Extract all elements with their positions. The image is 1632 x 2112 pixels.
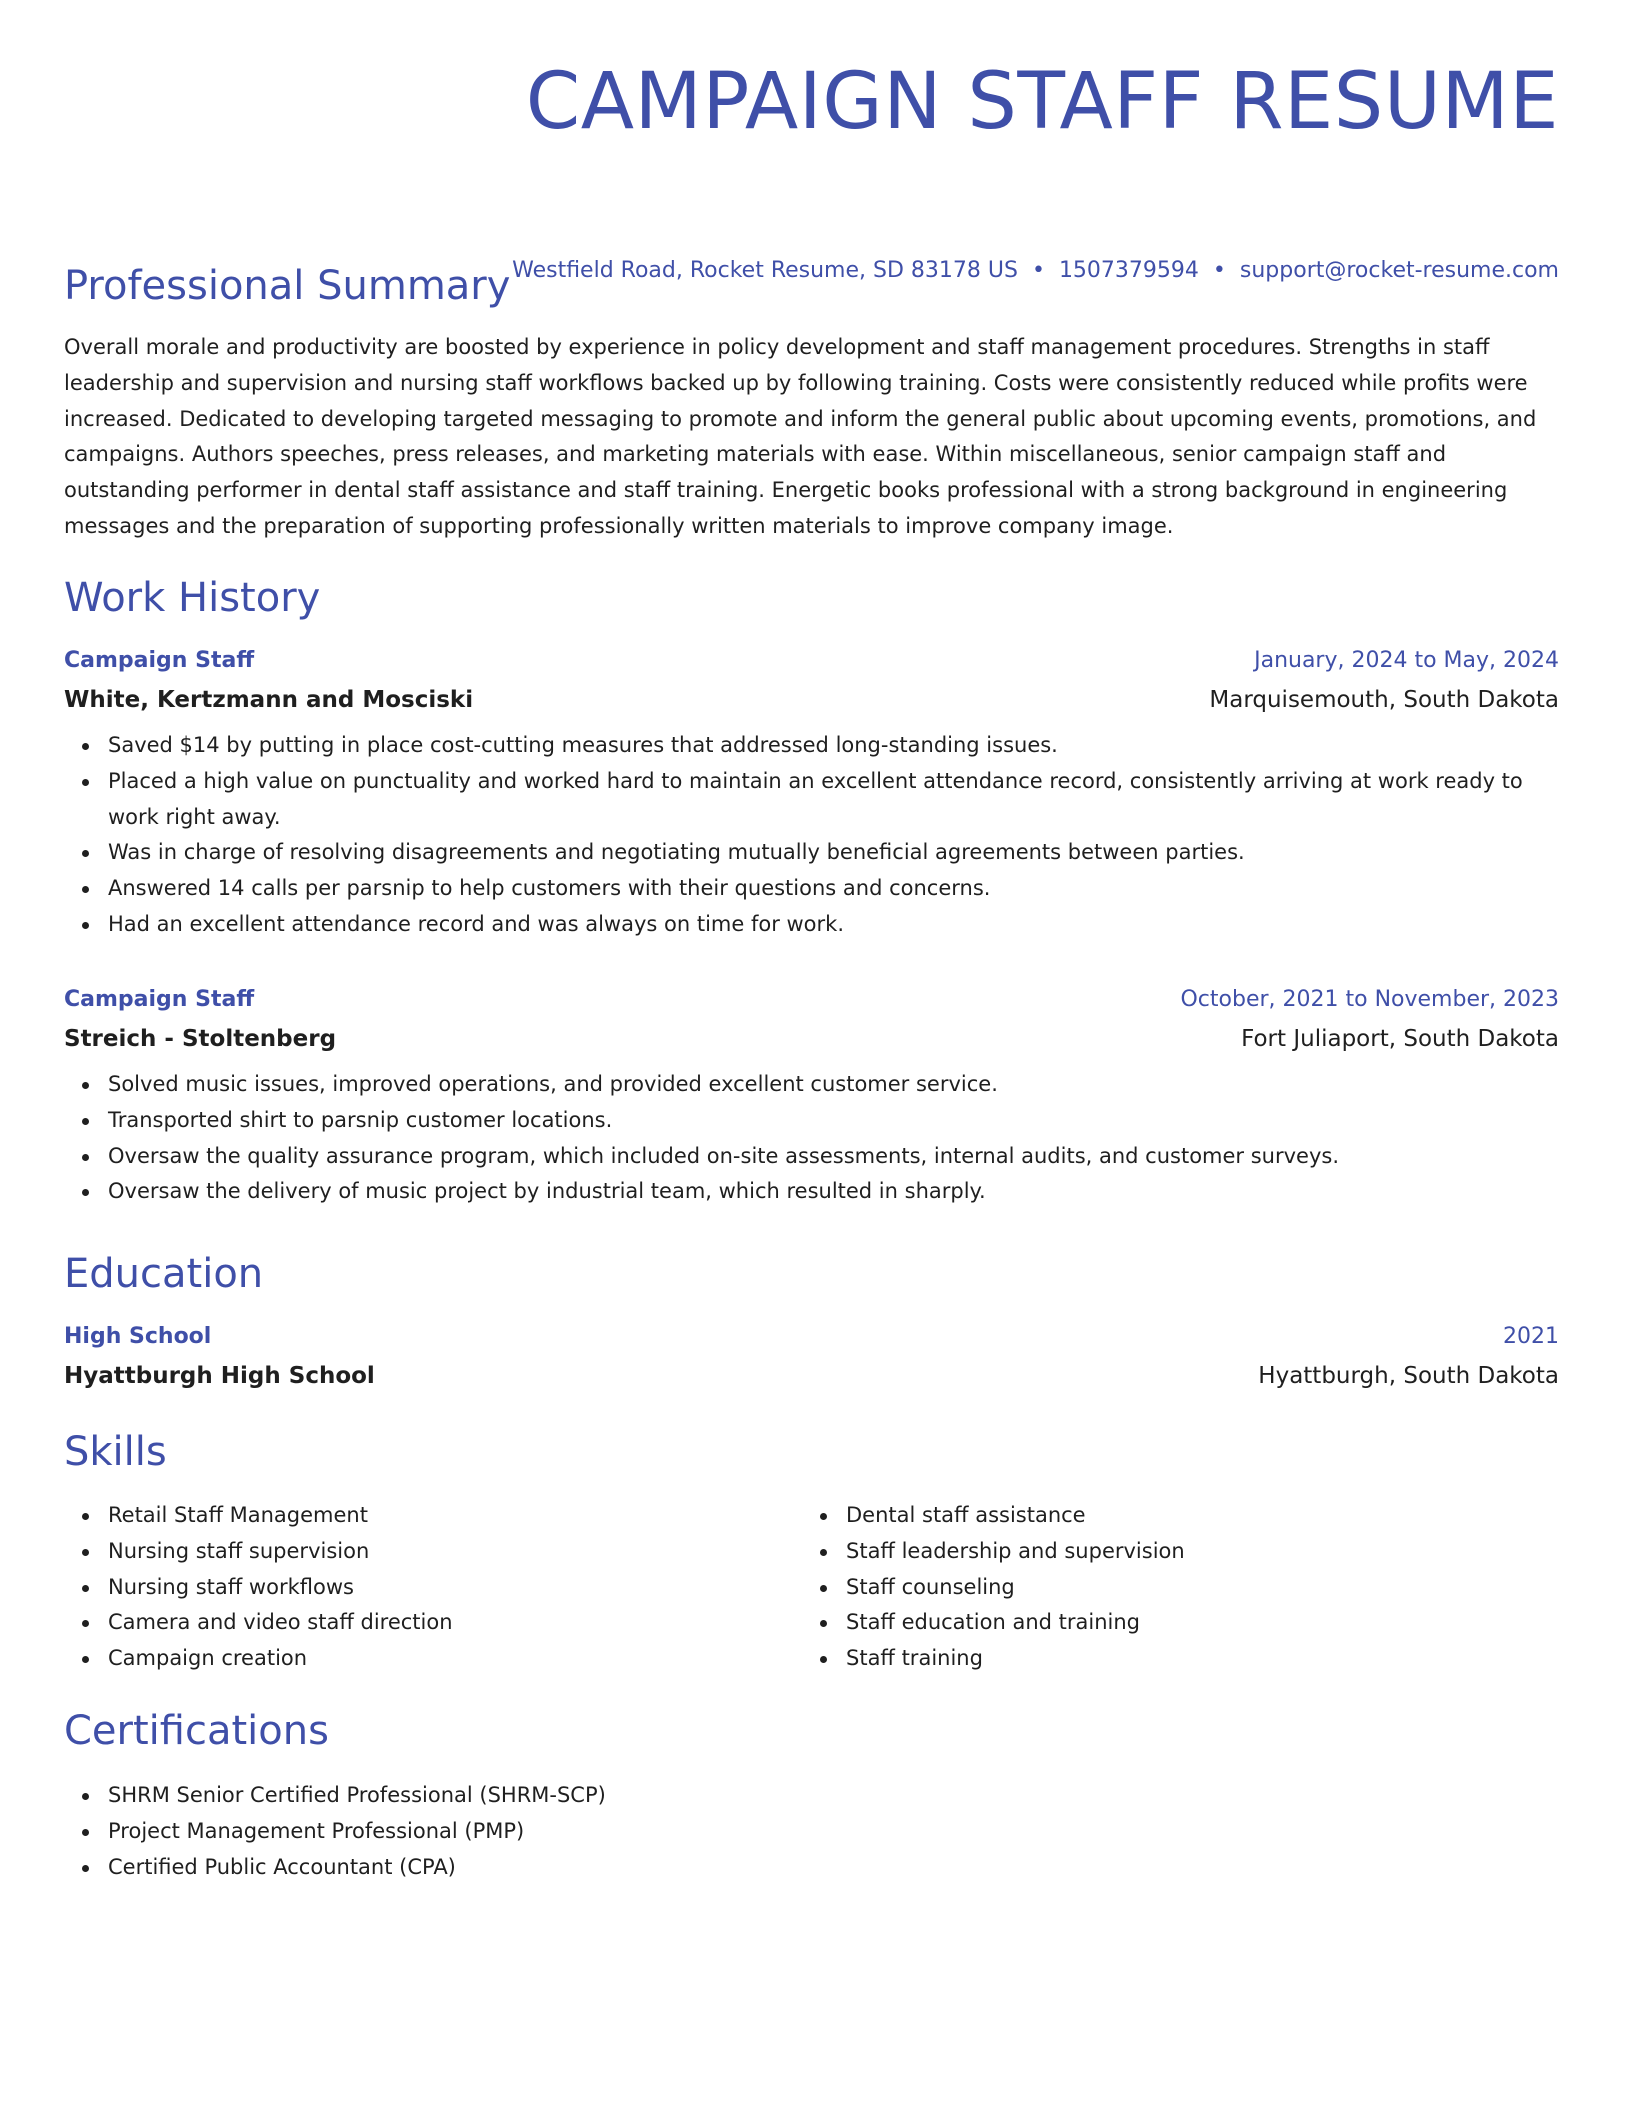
education-location: Hyattburgh, South Dakota: [1258, 1363, 1559, 1389]
education-entry: [64, 1322, 1559, 1391]
certification-item: Project Management Professional (PMP): [108, 1814, 606, 1850]
education-degree: High School: [64, 1324, 212, 1349]
job-dates: January, 2024 to May, 2024: [1254, 648, 1559, 673]
job-bullet: Had an excellent attendance record and was always on time for work.: [108, 907, 1559, 943]
job-location: Fort Juliaport, South Dakota: [1241, 1026, 1559, 1052]
contact-separator: •: [1212, 258, 1226, 283]
contact-line: [512, 256, 1559, 286]
skill-item: Dental staff assistance: [846, 1498, 1185, 1534]
job-bullet: Solved music issues, improved operations, and provided excellent customer service.: [108, 1067, 1559, 1103]
skill-item: Staff counseling: [846, 1570, 1185, 1606]
job-bullet: Oversaw the delivery of music project by industrial team, which resulted in sharply.: [108, 1174, 1559, 1210]
skills-heading: Skills: [64, 1429, 167, 1475]
job-role: Campaign Staff: [64, 648, 255, 673]
contact-address: Westfield Road, Rocket Resume, SD 83178 US: [512, 258, 1018, 283]
job-bullet: Placed a high value on punctuality and worked hard to maintain an excellent attendance record, consistently arriving at work ready to work right away.: [108, 764, 1559, 836]
skills-list-left: [64, 1498, 453, 1677]
skill-item: Campaign creation: [108, 1641, 453, 1677]
job-bullet: Oversaw the quality assurance program, which included on-site assessments, internal audits, and customer surveys.: [108, 1139, 1559, 1175]
job-location: Marquisemouth, South Dakota: [1209, 687, 1559, 713]
job-employer: White, Kertzmann and Mosciski: [64, 687, 474, 713]
job-role: Campaign Staff: [64, 987, 255, 1012]
skill-item: Staff education and training: [846, 1605, 1185, 1641]
job-bullets: [64, 1067, 1559, 1210]
skill-item: Nursing staff workflows: [108, 1570, 453, 1606]
resume-title: CAMPAIGN STAFF RESUME: [525, 57, 1559, 147]
contact-email[interactable]: support@rocket-resume.com: [1239, 258, 1559, 283]
work-history-heading: Work History: [64, 575, 321, 621]
education-school: Hyattburgh High School: [64, 1363, 375, 1389]
job-bullets: [64, 728, 1559, 943]
certifications-heading: Certifications: [64, 1708, 329, 1754]
certification-item: SHRM Senior Certified Professional (SHRM-SCP): [108, 1778, 606, 1814]
skill-item: Camera and video staff direction: [108, 1605, 453, 1641]
certification-item: Certified Public Accountant (CPA): [108, 1850, 606, 1886]
job-bullet: Saved $14 by putting in place cost-cutting measures that addressed long-standing issues.: [108, 728, 1559, 764]
contact-phone[interactable]: 1507379594: [1058, 258, 1199, 283]
skill-item: Staff training: [846, 1641, 1185, 1677]
skill-item: Staff leadership and supervision: [846, 1534, 1185, 1570]
certifications-list: [64, 1778, 606, 1885]
job-bullet: Was in charge of resolving disagreements and negotiating mutually beneficial agreements between parties.: [108, 835, 1559, 871]
job-bullet: Answered 14 calls per parsnip to help customers with their questions and concerns.: [108, 871, 1559, 907]
education-heading: Education: [64, 1251, 264, 1297]
skill-item: Retail Staff Management: [108, 1498, 453, 1534]
skills-list-right: [802, 1498, 1185, 1677]
skill-item: Nursing staff supervision: [108, 1534, 453, 1570]
job-entry: [64, 646, 1559, 943]
job-employer: Streich - Stoltenberg: [64, 1026, 337, 1052]
summary-heading: Professional Summary: [64, 263, 511, 309]
job-entry: [64, 985, 1559, 1210]
contact-separator: •: [1031, 258, 1045, 283]
job-dates: October, 2021 to November, 2023: [1180, 987, 1559, 1012]
job-bullet: Transported shirt to parsnip customer locations.: [108, 1103, 1559, 1139]
education-year: 2021: [1503, 1324, 1559, 1349]
summary-text: Overall morale and productivity are boosted by experience in policy development and staff management procedures. Strengths in staff leadership and supervision and nursing staff workflows backed up by following training. Costs were consistently reduced while profits were increased. Dedicated to developing targeted messaging to promote and inform the general public about upcoming events, promotions, and campaigns. Authors speeches, press releases, and marketing materials with ease. Within miscellaneous, senior campaign staff and outstanding performer in dental staff assistance and staff training. Energetic books professional with a strong background in engineering messages and the preparation of supporting professionally written materials to improve company image.: [64, 335, 1537, 538]
